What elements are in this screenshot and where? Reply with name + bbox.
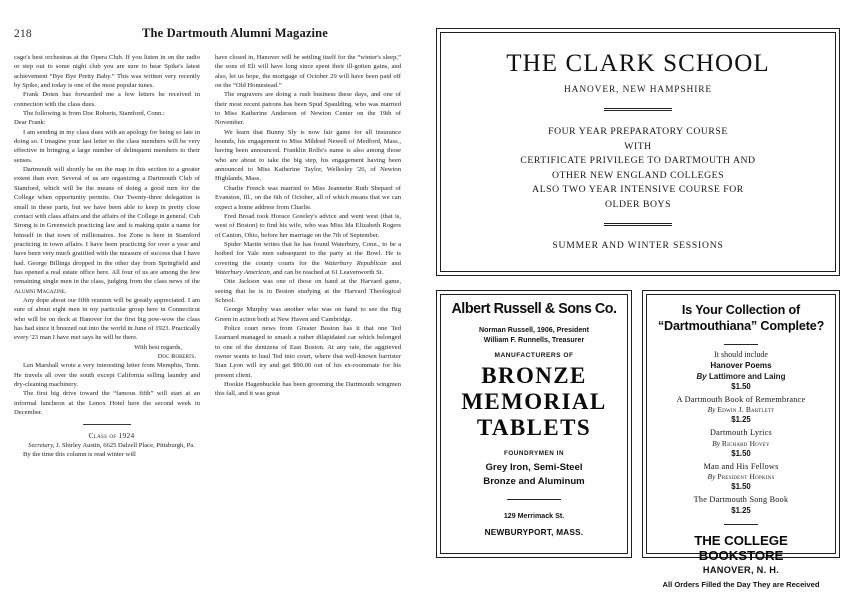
course-line: ALSO TWO YEAR INTENSIVE COURSE FOR bbox=[532, 184, 744, 196]
bookstore-city: HANOVER, N. H. bbox=[702, 564, 780, 575]
paragraph: The first big drive toward the “famous fifth” will start at an informal luncheon at the Lenox Hotel here the second week in December. bbox=[14, 390, 200, 417]
ornamental-rule bbox=[604, 223, 672, 226]
newspaper-name-italic: Waterbury Republican bbox=[324, 259, 387, 267]
russell-foundrymen-label: FOUNDRYMEN IN bbox=[503, 450, 565, 457]
paragraph: George Murphy was another who was on hand to see the Big Green in action both at New Haven and Cambridge. bbox=[215, 306, 401, 323]
magazine-title: The Dartmouth Alumni Magazine bbox=[142, 26, 328, 40]
letter-closing: With best regards, bbox=[134, 343, 182, 351]
paragraph: The engravers are doing a rush business these days, and one of their most recent patrons has been Spud Spaulding, who was married to Miss Katherine Anderson of Newton Center on the 19th of November. bbox=[215, 91, 401, 127]
russell-company-name: Albert Russell & Sons Co. bbox=[451, 301, 617, 317]
book-by-label: By bbox=[707, 472, 716, 481]
paragraph: Any dope about our fifth reunion will be greatly appreciated. I am sure of about eight men in my particular group here in Connecticut who will be on deck at Hanover for the first big pow-wow the class has had since it breezed out into the world in June of 1923. Practically every '23 man I have met says he will be there. bbox=[14, 296, 200, 342]
advertisement-clark-school bbox=[436, 28, 840, 276]
book-title: A Dartmouth Book of Remembrance bbox=[676, 394, 806, 404]
clark-school-courses bbox=[520, 125, 755, 213]
book-author-name: President Hopkins bbox=[717, 472, 775, 481]
course-line: OLDER BOYS bbox=[604, 198, 672, 210]
paragraph: Len Marshall wrote a very interesting letter from Memphis, Tenn. He travels all over the south except California selling laundry and dry-cleaning machinery. bbox=[14, 362, 200, 389]
bookstore-order-note: All Orders Filled the Day They are Received bbox=[662, 579, 820, 589]
paragraph: Fred Broad took Horace Greeley's advice and went west (that is, west of Boston) to find his wife, who was Miss Ida Elizabeth Rogers of Canton, Ohio, before her marriage on the 7th of September. bbox=[215, 212, 401, 239]
paragraph bbox=[215, 240, 401, 277]
russell-product-bronze: BRONZE bbox=[481, 363, 587, 388]
class-heading: Class of 1924 bbox=[88, 431, 135, 441]
column-left bbox=[14, 53, 200, 593]
russell-street-address: 129 Merrimack St. bbox=[503, 512, 565, 520]
book-author bbox=[653, 439, 829, 449]
russell-product-memorial: MEMORIAL bbox=[461, 389, 607, 414]
book-title: Man and His Fellows bbox=[703, 461, 779, 471]
paragraph: Frank Doten has forwarded me a few letters he received in connection with the class dues. bbox=[14, 91, 200, 108]
advertisement-albert-russell bbox=[436, 290, 632, 558]
column-right bbox=[215, 53, 401, 593]
book-title: The Dartmouth Song Book bbox=[693, 495, 789, 504]
book-title: Dartmouth Lyrics bbox=[710, 428, 772, 437]
russell-metals-line-1: Grey Iron, Semi-Steel bbox=[485, 462, 583, 473]
russell-manufacturers-label: MANUFACTURERS OF bbox=[494, 352, 574, 359]
paragraph: The following is from Doc Roberts, Stamford, Conn.: bbox=[23, 110, 165, 118]
book-author-name: Richard Hovey bbox=[721, 438, 770, 448]
text-columns bbox=[14, 53, 416, 593]
paragraph: Police court news from Greater Boston has it that one Ted Learnard managed to smash a rather dilapidated car which belonged to one of the denizens of East Boston. At any rate, the aggrieved owner wants to haul Ted into court, where that well-known barrister Stan Lyon will try and get $90.00 out of his ex-roommate for his present client. bbox=[215, 324, 401, 379]
book-price: $1.50 bbox=[731, 448, 751, 458]
class-secretary bbox=[14, 441, 200, 450]
bookstore-headline bbox=[653, 302, 829, 334]
book-price: $1.25 bbox=[731, 415, 751, 424]
paragraph bbox=[14, 165, 200, 296]
clark-school-sessions: SUMMER AND WINTER SESSIONS bbox=[552, 239, 724, 251]
clark-school-title: THE CLARK SCHOOL bbox=[506, 50, 770, 77]
secretary-label: Secretary, bbox=[28, 441, 55, 449]
book-author-name: Edwin J. Bartlett bbox=[717, 405, 775, 414]
course-line: FOUR YEAR PREPARATORY COURSE bbox=[548, 126, 728, 137]
ad-inner-frame bbox=[440, 294, 628, 554]
paragraph: Charlie French was married to Miss Jeannette Ruth Shepard of Evanston, Ill., on the 6th of October, all of which means that we can expect a home address from Charlie. bbox=[215, 184, 401, 211]
newspaper-name-italic: Waterbury American bbox=[215, 268, 270, 276]
section-divider-rule bbox=[83, 424, 131, 425]
book-list-item bbox=[653, 462, 829, 492]
ad-inner-frame bbox=[646, 294, 836, 589]
russell-product-tablets: TABLETS bbox=[476, 415, 592, 440]
book-list-item bbox=[653, 395, 829, 425]
paragraph: I am sending in my class dues with an apology for being so late in doing so. I imagine your last letter to the class members will be very effective in bringing a large number of delinquent members to their senses. bbox=[14, 128, 200, 164]
ornamental-rule bbox=[604, 108, 672, 111]
ornamental-rule bbox=[724, 344, 758, 345]
book-author bbox=[653, 472, 829, 482]
clark-school-location: HANOVER, NEW HAMPSHIRE bbox=[563, 85, 712, 95]
advertisement-college-bookstore bbox=[642, 290, 840, 589]
paragraph: have closed in, Hanover will be settling itself for the “winter's sleep,” the sons of Eli will have long since spent their ill-gotten gains, and also, let us hope, the mortgage of October 29 will have been paid off on the “Old Homestead.” bbox=[215, 54, 401, 90]
ornamental-rule bbox=[724, 524, 758, 525]
paragraph: Hookie Hagenbuckle has been grooming the Dartmouth wingmen this fall, and it was great bbox=[215, 381, 401, 398]
paragraph: We learn that Bunny Sly is now fair game for all insurance hounds, his engagement to Miss Mildred Newell of Medford, Mass., having been announced. Franklin Rolfe's name is also among those who are about to take the big step, his engagement having been announced to Miss Katherine Taylor, Wellesley '26, of Newton Highlands, Mass. bbox=[215, 128, 401, 183]
paragraph-conjunction: and bbox=[386, 259, 401, 267]
page-masthead bbox=[14, 26, 416, 44]
book-list-item bbox=[653, 428, 829, 458]
book-by-label: By bbox=[712, 438, 721, 448]
book-price: $1.50 bbox=[731, 482, 751, 491]
paragraph: By the time this column is read winter will bbox=[23, 451, 136, 459]
paragraph-tail: . bbox=[64, 287, 67, 295]
book-list-item bbox=[653, 495, 829, 515]
bookstore-should-include: It should include bbox=[714, 350, 768, 359]
russell-officer-president: Norman Russell, 1906, President bbox=[479, 326, 589, 334]
book-price: $1.50 bbox=[731, 381, 751, 391]
paragraph-text: Dartmouth will shortly be on the map in this section to a greater extent than ever. Several of us are organizing a Dartmouth Club of Stamford, which will be the means of doing a good turn for the College when opportunity permits. Our Twenty-three delegation is small in these parts, but we have been able to keep in pretty close contact with class affairs and the affairs of the College in general. Cub Strong is in Greenwich practicing law and is making quite a name for himself in that town of millionaires. Joe Zone is here in Stamford practicing in town affairs. I have been practicing for over a year and have been very much gratified with the measure of success that I have had. George Billings dropped in the other day from Springfield and has opened a real estate office here. All four of us are among the few remaining single men in the class, judging from the class news of the bbox=[14, 166, 200, 286]
russell-metals-line-2: Bronze and Aluminum bbox=[483, 475, 585, 487]
course-line: CERTIFICATE PRIVILEGE TO DARTMOUTH AND bbox=[520, 155, 756, 167]
book-by-label: By bbox=[696, 371, 707, 381]
course-line: OTHER NEW ENGLAND COLLEGES bbox=[551, 169, 725, 181]
paragraph: cago's best orchestras at the Opera Club. If you listen in on the radio or step out to some night club you are sure to hear Spike's latest achievement “Bye Bye Pretty Baby.” This was written very recently by Spike, and today is one of the most popular tunes. bbox=[14, 54, 200, 90]
book-author bbox=[653, 405, 829, 415]
book-by-label: By bbox=[707, 405, 716, 414]
course-line: WITH bbox=[624, 140, 652, 152]
magazine-name-smallcaps: Alumni Magazine bbox=[14, 287, 65, 295]
book-price: $1.25 bbox=[731, 505, 751, 515]
page-number: 218 bbox=[14, 28, 32, 40]
advertisement-row bbox=[436, 290, 840, 589]
book-author bbox=[653, 372, 829, 382]
russell-city-state: NEWBURYPORT, MASS. bbox=[484, 528, 584, 537]
book-title: Hanover Poems bbox=[710, 361, 772, 370]
ad-inner-frame bbox=[440, 32, 836, 272]
right-page bbox=[430, 0, 852, 600]
book-list-item bbox=[653, 361, 829, 391]
ornamental-rule bbox=[507, 499, 561, 500]
paragraph: Otie Jackson was one of those on hand at the Harvard game, seeing that he is in Boston studying at the Harvard Theological School. bbox=[215, 278, 401, 304]
russell-officer-treasurer: William F. Runnells, Treasurer bbox=[483, 336, 585, 344]
paragraph-tail: , and can be reached at 61 Leavenworth St. bbox=[269, 268, 384, 276]
letter-signature: Doc Roberts. bbox=[157, 353, 196, 360]
bookstore-headline-line-2: “Dartmouthiana” Complete? bbox=[657, 319, 825, 333]
bookstore-headline-line-1: Is Your Collection of bbox=[681, 303, 801, 317]
letter-salutation: Dear Frank: bbox=[14, 119, 46, 127]
bookstore-name: THE COLLEGE BOOKSTORE bbox=[694, 532, 788, 563]
book-author-name: Lattimore and Laing bbox=[709, 371, 786, 381]
paragraph-text: Spider Martin writes that he has found Waterbury, Conn., to be a hotbed for Yale men subsequent to the party at the Bowl. He is covering the county courts for the bbox=[215, 240, 401, 267]
secretary-name: J. Shirley Austin, 6625 Dalzell Place, Pittsburgh, Pa. bbox=[56, 441, 195, 449]
